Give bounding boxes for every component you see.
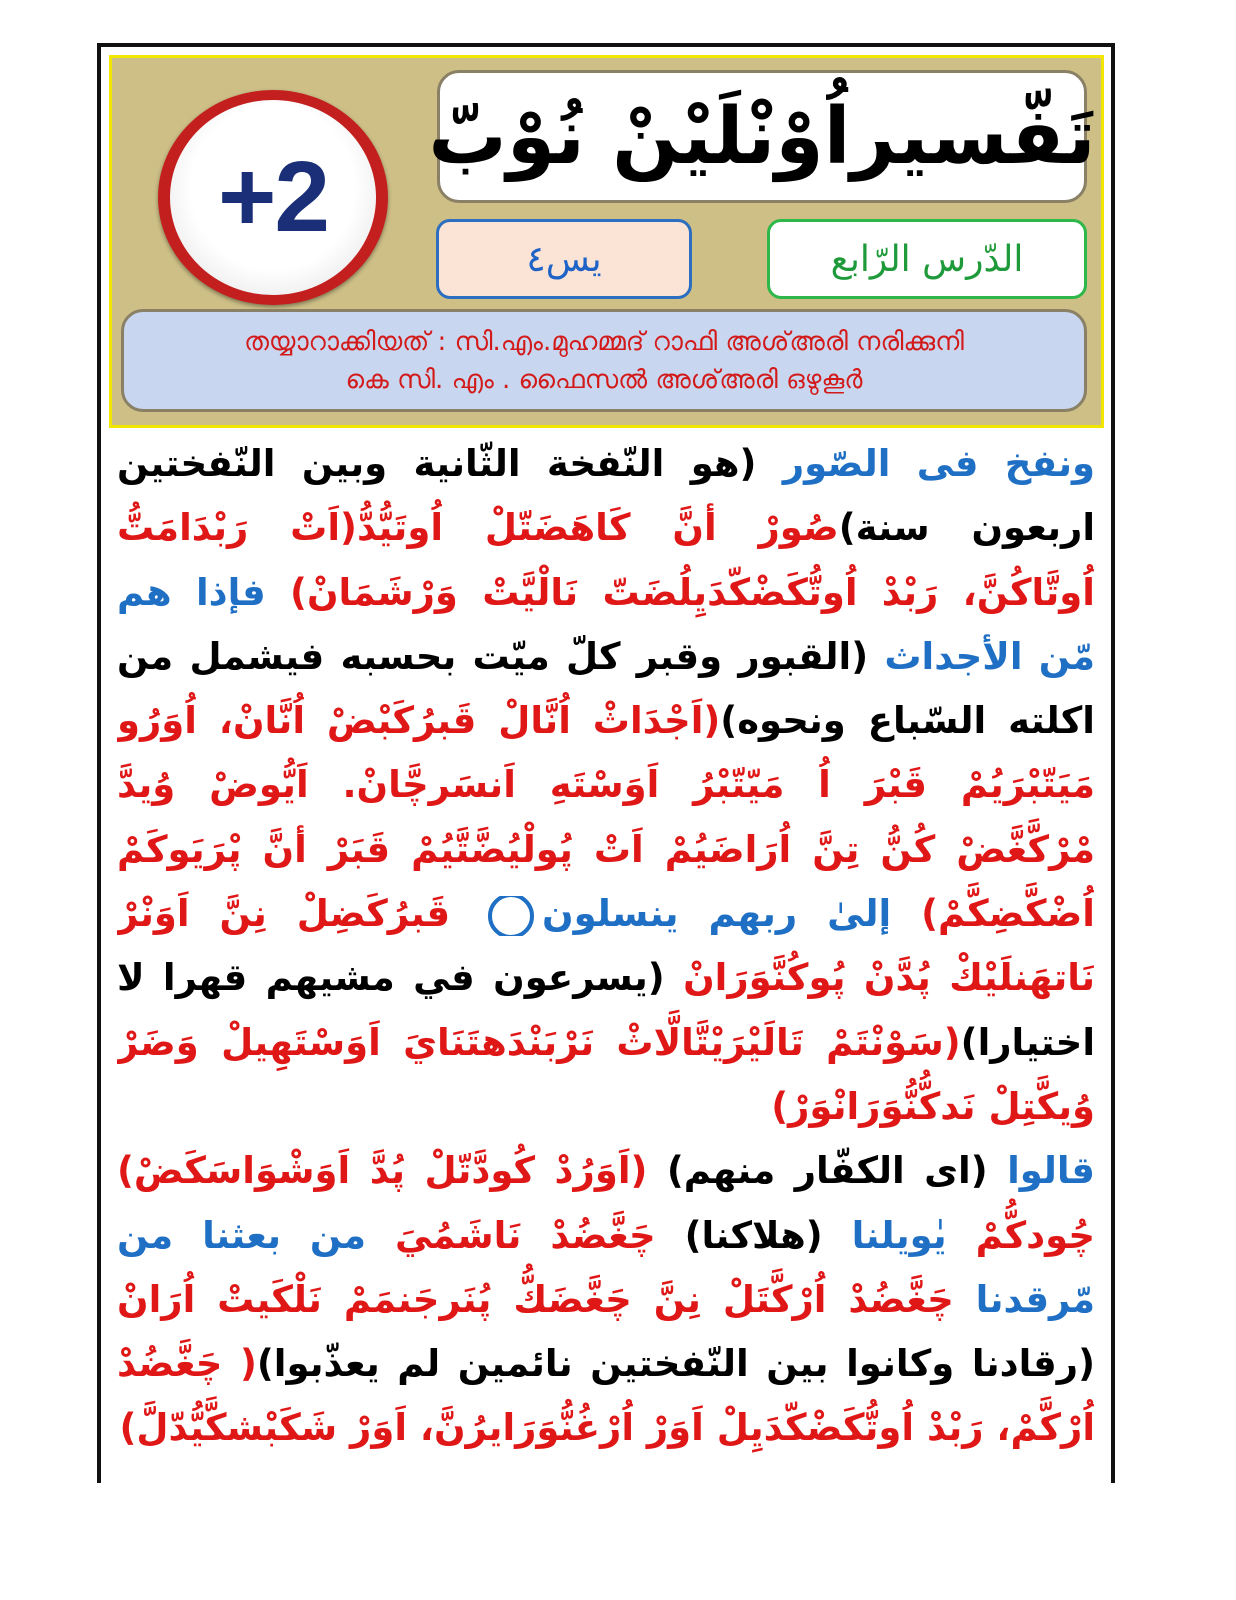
arabic-commentary: (رقادنا وكانوا بين النّفختين نائمين لم يعذّبوا) bbox=[256, 1342, 1095, 1386]
quran-verse: يٰويلنا bbox=[822, 1213, 976, 1257]
badge-inner-circle bbox=[170, 100, 376, 295]
arabi-malayalam-translation: (اَجْدَاثْ اُنَّالْ قَبرُكَبْضْ اُنَّانْ، اُوَرُو مَيَتّبْرَيُمْ قَبْرَ اُ مَيّتّبْرُ اَوَسْتَهِ اَنسَرچَّانْ. اَيُّوضْ وُيدَّ مْرْكَّغَّضْ كُنُّ تِنَّ اُرَاضَيُمْ اَتْ پُولْيُضَّتَّيُمْ قَبَرْ أنَّ پْرَيَوكَمْ اُضْكَّضِكَّمْ) bbox=[117, 699, 1095, 936]
quran-verse: من بعثنا من مّرقدنا bbox=[117, 1213, 1095, 1321]
arabic-commentary: (القبور وقبر كلّ ميّت بحسبه فيشمل من اكلته السّباع ونحوه) bbox=[117, 634, 1095, 743]
lesson-box bbox=[767, 219, 1087, 299]
badge-label: +2 bbox=[217, 141, 328, 253]
lesson-label: الدّرس الرّابع bbox=[830, 238, 1024, 280]
credits-line-1: തയ്യാറാക്കിയത് : സി.എം.മുഹമ്മദ് റാഫി അശ്അരി നരിക്കുനി bbox=[244, 326, 964, 357]
quran-verse: إلىٰ ربهم ينسلون bbox=[542, 892, 922, 936]
arabic-commentary: (هو النّفخة الثّانية وبين النّفختين اربعون سنة) bbox=[117, 442, 1095, 550]
plus-two-badge bbox=[158, 90, 388, 305]
quran-verse: قالوا bbox=[1007, 1149, 1095, 1193]
arabi-malayalam-translation: صُورْ أنَّ كَاهَضَتّلْ اُوتَيُّدُّ(اَتْ رَبْدَامَتُّ اُوتَّاكُنَّ، رَبْدْ اُوتُّكَضْكّدَيِلُضَتّ نَالْيَّتْ وَرْشَمَانْ) bbox=[117, 506, 1095, 614]
tafsir-body bbox=[117, 432, 1095, 1478]
ayah-end-icon bbox=[488, 893, 534, 939]
arabi-malayalam-translation: چَغَّضُدْ اُرْكَّتَلْ نِنَّ چَغَّضَكُّ پُنَرجَنمَمْ نَلْكَيتْ اُرَانْ bbox=[117, 1277, 954, 1321]
quran-verse: فإذا هم مّن الأجداث bbox=[117, 570, 1095, 678]
arabic-commentary: (يسرعون في مشيهم قهرا لا اختيارا) bbox=[117, 956, 1095, 1064]
page-title: تَفّسيراُوْنْلَيْنْ نُوْبّ bbox=[428, 91, 1096, 182]
arabi-malayalam-translation: قَبرُكَضِلْ نِنَّ اَوَنْرْ نَاتهَنلَيْكْ پُدَّنْ پُوكُنَّوَرَانْ bbox=[117, 892, 1095, 1000]
surah-label: يس٤ bbox=[526, 238, 602, 280]
arabi-malayalam-translation: چَغَّضُدْ نَاشَمُيَ bbox=[395, 1213, 656, 1257]
quran-verse: ونفخ فى الصّور bbox=[782, 442, 1095, 485]
arabi-malayalam-translation: (اَوَرُدْ كُودَّتّلْ پُدَّ اَوَشْوَاسَكَضْ) چُودكُّمْ bbox=[117, 1149, 1095, 1257]
arabic-commentary: (اى الكفّار منهم) bbox=[647, 1149, 1008, 1193]
title-box bbox=[428, 70, 1096, 203]
arabic-commentary: (هلاكنا) bbox=[655, 1213, 823, 1257]
arabi-malayalam-translation: (سَوْنْتَمْ تَالَيْرَيْتَّالَّاثْ نَرْبَنْدَهتَنَايَ اَوَسْتَهِيلْ وَضَرْ وُيكَّتِلْ نَدكُّنُّوَرَانْوَرْ) bbox=[117, 1020, 1095, 1128]
arabi-malayalam-translation: ( چَغَّضُدْ اُرْكَّمْ، رَبْدْ اُوتُّكَضْكّدَيِلْ اَوَرْ اُرْغُنُّوَرَايرُنَّ، اَوَرْ شَكَبْشكَّيُّدّلَّ) bbox=[117, 1342, 1095, 1450]
surah-box bbox=[436, 219, 692, 299]
credits-box bbox=[121, 309, 1087, 412]
credits-line-2: കെ സി. എം . ഫൈസൽ അശ്അരി ഒഴുകൂർ bbox=[345, 364, 863, 395]
